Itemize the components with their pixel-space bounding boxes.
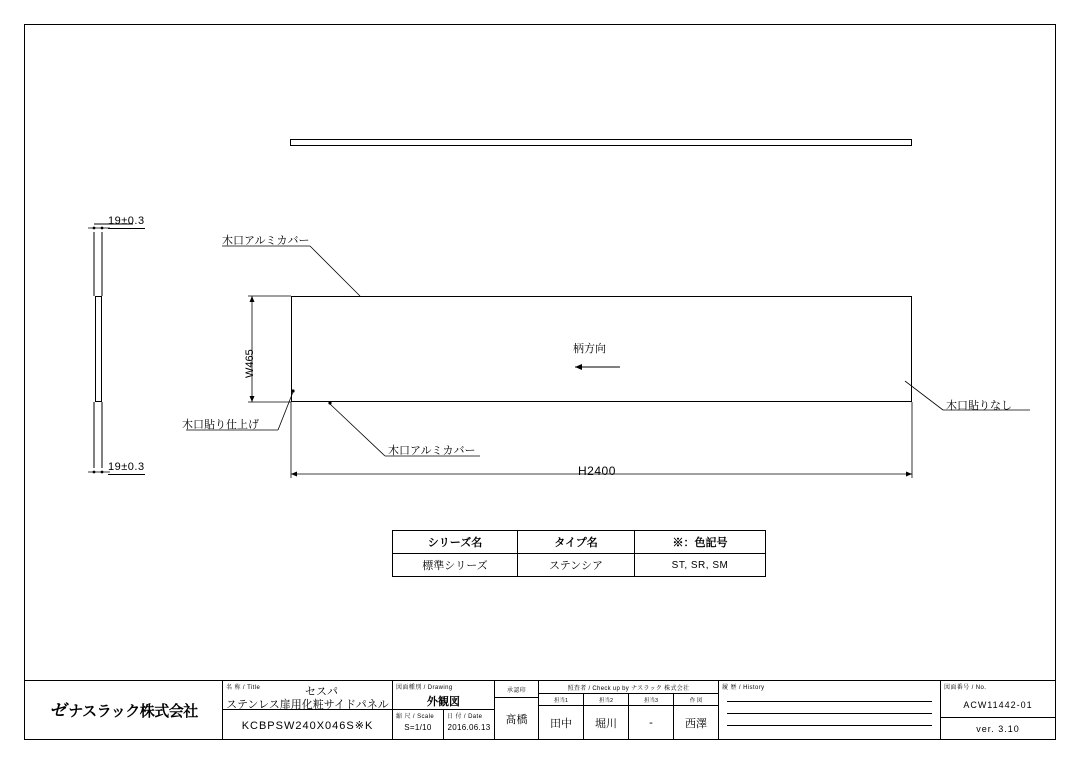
checker-subheader-2: 担当2	[584, 694, 629, 705]
spec-table-header-row	[393, 531, 766, 554]
checker-value-1: 田中	[539, 706, 584, 739]
history-line-1	[727, 701, 932, 702]
drawing-type-value: 外観図	[427, 696, 460, 708]
dimension-width-vertical: W465	[244, 349, 256, 378]
checker-value-4: 西澤	[685, 717, 707, 730]
scale-cell	[393, 710, 444, 740]
annotation-edge-finish: 木口貼り仕上げ	[182, 419, 259, 431]
company-name: ナスラック株式会社	[68, 702, 198, 720]
approval-label: 承認印	[495, 681, 538, 698]
date-label: 日 付 / Date	[447, 714, 483, 720]
scale-value: S=1/10	[404, 723, 432, 732]
history-line-2	[727, 713, 932, 714]
drawing-number-value: ACW11442-01	[963, 700, 1033, 710]
product-description: ステンレス扉用化粧サイドパネル	[226, 699, 389, 711]
date-cell	[444, 710, 494, 740]
checker-value-2: 堀川	[584, 706, 629, 739]
annotation-edge-alu-cover-bottom: 木口アルミカバー	[388, 445, 476, 457]
drawing-version: ver. 3.10	[976, 724, 1020, 734]
history-label: 履 歴 / History	[722, 685, 765, 691]
dimension-thickness-bottom: 19±0.3	[108, 461, 145, 473]
drawing-number-label: 図面番号 / No.	[944, 685, 987, 691]
drawing-type-section	[393, 681, 495, 739]
checker-subheader-3: 担当3	[629, 694, 674, 705]
checker-section	[539, 681, 719, 739]
spec-table	[392, 530, 766, 577]
panel-top-view	[290, 139, 912, 146]
company-logo	[25, 681, 223, 739]
approval-value: 髙橋	[505, 713, 528, 726]
product-name: セスパ	[305, 686, 338, 698]
title-label: 名 称 / Title	[226, 685, 261, 691]
logo-mark-icon: ゼ	[49, 700, 67, 720]
history-section	[719, 681, 941, 739]
spec-header-type: タイプ名	[518, 531, 635, 554]
spec-cell-color: ST, SR, SM	[635, 554, 766, 577]
scale-label: 縮 尺 / Scale	[396, 714, 435, 720]
annotation-no-edge-banding: 木口貼りなし	[946, 400, 1012, 412]
checker-subheader-4: 作 図	[689, 697, 703, 704]
spec-header-series: シリーズ名	[393, 531, 518, 554]
dimension-thickness-top: 19±0.3	[108, 215, 145, 227]
annotation-pattern-direction: 柄方向	[573, 343, 606, 355]
checker-subheader-1: 担当1	[539, 694, 584, 705]
checker-header: 照査者 / Check up by ナスラック 株式会社	[539, 681, 718, 694]
drawing-number-divider	[941, 717, 1055, 718]
panel-side-view	[95, 296, 102, 402]
drawing-type-label: 図面種別 / Drawing	[396, 685, 453, 691]
drawing-number-section	[941, 681, 1055, 739]
approval-section	[495, 681, 539, 739]
title-section	[223, 681, 393, 739]
spec-header-color: ※：色記号	[635, 531, 766, 554]
spec-cell-type: ステンシア	[518, 554, 635, 577]
spec-table-row	[393, 554, 766, 577]
product-code: KCBPSW240X046S※K	[241, 719, 374, 732]
title-block	[25, 680, 1055, 739]
annotation-edge-alu-cover-top: 木口アルミカバー	[222, 235, 310, 247]
dimension-length-horizontal: H2400	[578, 464, 616, 478]
spec-cell-series: 標準シリーズ	[393, 554, 518, 577]
history-line-3	[727, 725, 932, 726]
date-value: 2016.06.13	[447, 723, 491, 732]
checker-value-3: -	[629, 706, 674, 739]
